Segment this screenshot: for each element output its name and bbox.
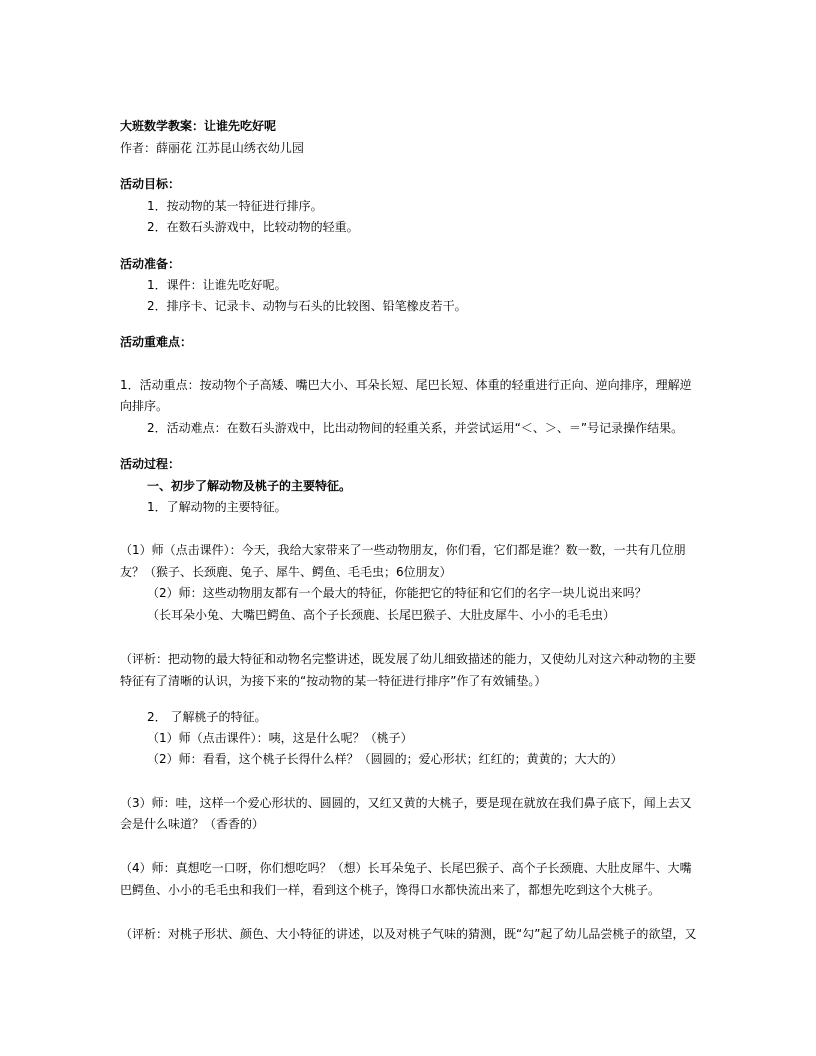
keypoint-1-line-1: 1．活动重点：按动物个子高矮、嘴巴大小、耳朵长短、尾巴长短、体重的轻重进行正向、逆向排序，理解逆 xyxy=(120,378,692,392)
question-1-line-2: 友？（猴子、长颈鹿、兔子、犀牛、鳄鱼、毛毛虫；6位朋友） xyxy=(120,565,452,579)
peach-question-2: （2）师：看看，这个桃子长得什么样？（圆圆的；爱心形状；红红的；黄黄的；大大的） xyxy=(147,752,623,766)
goal-item-1: 1．按动物的某一特征进行排序。 xyxy=(147,199,323,213)
doc-title: 大班数学教案：让谁先吃好呢 xyxy=(120,119,277,133)
question-1-line-1: （1）师（点击课件）：今天，我给大家带来了一些动物朋友，你们看，它们都是谁？数一数，一共有几位朋 xyxy=(120,543,686,557)
goals-heading: 活动目标： xyxy=(120,177,181,191)
goal-item-2: 2．在数石头游戏中，比较动物的轻重。 xyxy=(147,220,359,234)
peach-question-3-line-2: 会是什么味道？（香香的） xyxy=(120,817,265,831)
process-item-1: 1．了解动物的主要特征。 xyxy=(147,500,287,514)
peach-question-3-line-1: （3）师：哇，这样一个爱心形状的、圆圆的，又红又黄的大桃子，要是现在就放在我们鼻子底下，闻上去又 xyxy=(120,796,692,810)
comment-2-line-1: （评析：对桃子形状、颜色、大小特征的讲述，以及对桃子气味的猜测，既“勾”起了幼儿品尝桃子的欲望，又 xyxy=(120,927,697,941)
process-item-2: 2． 了解桃子的特征。 xyxy=(147,710,267,724)
doc-author: 作者：薛丽花 江苏昆山绣衣幼儿园 xyxy=(120,141,304,155)
question-2-answer: （长耳朵小兔、大嘴巴鳄鱼、高个子长颈鹿、长尾巴猴子、大肚皮犀牛、小小的毛毛虫） xyxy=(147,608,616,622)
keypoint-1-line-2: 向排序。 xyxy=(120,399,169,413)
prep-item-2: 2．排序卡、记录卡、动物与石头的比较图、铅笔橡皮若干。 xyxy=(147,299,467,313)
peach-question-1: （1）师（点击课件）：咦，这是什么呢？（桃子） xyxy=(147,731,413,745)
comment-1-line-2: 特征有了清晰的认识，为接下来的“按动物的某一特征进行排序”作了有效铺垫。） xyxy=(120,674,547,688)
prep-item-1: 1．课件：让谁先吃好呢。 xyxy=(147,278,287,292)
peach-question-4-line-1: （4）师：真想吃一口呀，你们想吃吗？（想）长耳朵兔子、长尾巴猴子、高个子长颈鹿、大肚皮犀牛、大嘴 xyxy=(120,861,692,875)
process-heading: 活动过程： xyxy=(120,457,181,471)
question-2: （2）师：这些动物朋友都有一个最大的特征，你能把它的特征和它们的名字一块儿说出来吗？ xyxy=(147,586,647,600)
comment-1-line-1: （评析：把动物的最大特征和动物名完整讲述，既发展了幼儿细致描述的能力，又使幼儿对这六种动物的主要 xyxy=(120,652,697,666)
keypoint-2: 2．活动难点：在数石头游戏中，比出动物间的轻重关系，并尝试运用“＜、＞、＝”号记录操作结果。 xyxy=(147,421,684,435)
keypoints-heading: 活动重难点： xyxy=(120,335,193,349)
prep-heading: 活动准备： xyxy=(120,257,181,271)
process-section-1: 一、初步了解动物及桃子的主要特征。 xyxy=(147,479,352,493)
peach-question-4-line-2: 巴鳄鱼、小小的毛毛虫和我们一样，看到这个桃子，馋得口水都快流出来了，都想先吃到这个大桃子。 xyxy=(120,883,661,897)
